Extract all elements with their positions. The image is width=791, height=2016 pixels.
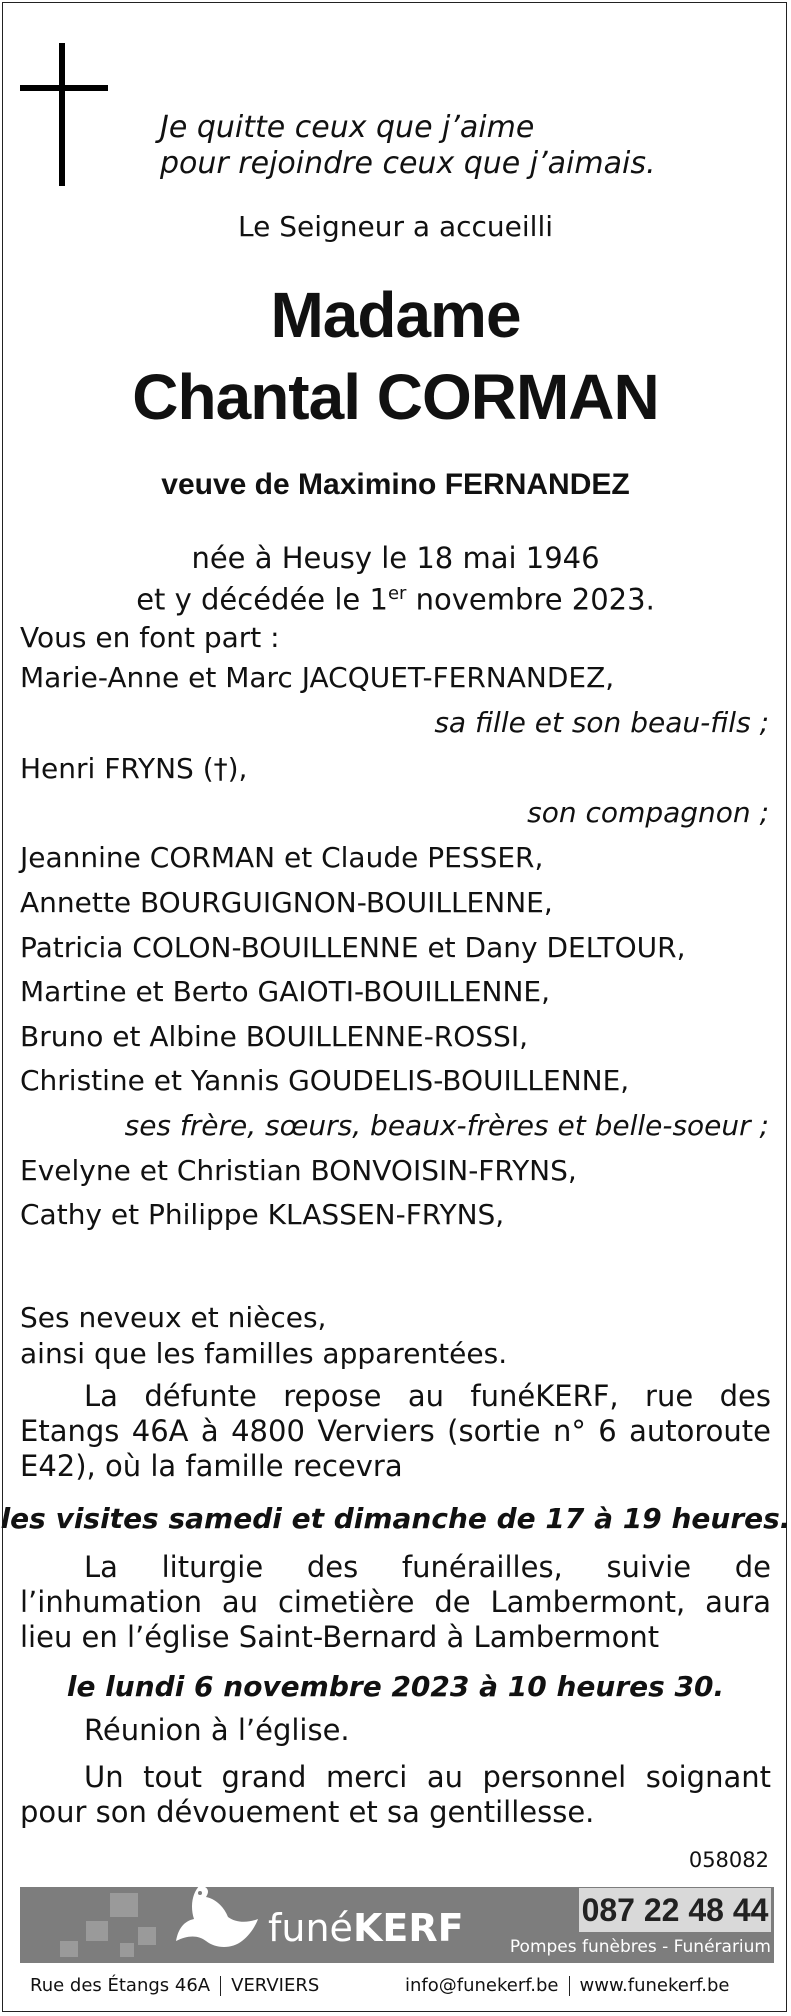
family-relation: ses frère, sœurs, beaux-frères et belle-soeur ; bbox=[124, 1109, 769, 1142]
reference-number: 058082 bbox=[688, 1848, 769, 1872]
divider bbox=[569, 1976, 570, 1996]
family-member: Martine et Berto GAIOTI-BOUILLENNE, bbox=[20, 975, 551, 1008]
family-member: Christine et Yannis GOUDELIS-BOUILLENNE, bbox=[20, 1064, 630, 1097]
company-tagline: Pompes funèbres - Funérarium bbox=[509, 1937, 771, 1957]
deceased-title: Madame bbox=[270, 279, 521, 351]
phone-number[interactable]: 087 22 48 44 bbox=[579, 1888, 771, 1932]
footer-email[interactable]: info@funekerf.be bbox=[405, 1975, 559, 1996]
decor-square bbox=[60, 1941, 78, 1957]
cross-icon bbox=[59, 43, 65, 186]
cross-icon-bar bbox=[20, 85, 108, 91]
intro-text: Le Seigneur a accueilli bbox=[237, 210, 553, 243]
verse-line-1: Je quitte ceux que j’aime bbox=[160, 110, 535, 145]
family-member: Cathy et Philippe KLASSEN-FRYNS, bbox=[20, 1198, 505, 1231]
family-member: Evelyne et Christian BONVOISIN-FRYNS, bbox=[20, 1154, 577, 1187]
footer-address: Rue des Étangs 46A bbox=[30, 1975, 211, 1996]
decor-square bbox=[86, 1921, 108, 1941]
relatives-line-2: ainsi que les familles apparentées. bbox=[20, 1337, 508, 1370]
family-member: Bruno et Albine BOUILLENNE-ROSSI, bbox=[20, 1020, 528, 1053]
family-relation: son compagnon ; bbox=[527, 796, 769, 829]
meeting-text: Réunion à l’église. bbox=[84, 1713, 350, 1747]
decor-square bbox=[138, 1927, 156, 1945]
divider bbox=[220, 1976, 221, 1996]
family-member: Jeannine CORMAN et Claude PESSER, bbox=[20, 841, 544, 874]
liturgy-paragraph: La liturgie des funérailles, suivie de l’inhumation au cimetière de Lambermont, aura lieu en l’église Saint-Bernard à Lambermont bbox=[20, 1550, 771, 1654]
ceremony-date: le lundi 6 novembre 2023 à 10 heures 30. bbox=[66, 1670, 725, 1703]
dove-logo-icon bbox=[170, 1879, 260, 1959]
decor-square bbox=[120, 1943, 134, 1957]
family-member: Annette BOURGUIGNON-BOUILLENNE, bbox=[20, 886, 553, 919]
footer-website[interactable]: www.funekerf.be bbox=[579, 1975, 730, 1996]
birth-line: née à Heusy le 18 mai 1946 bbox=[191, 541, 600, 575]
family-member: Patricia COLON-BOUILLENNE et Dany DELTOUR, bbox=[20, 931, 686, 964]
thanks-paragraph: Un tout grand merci au personnel soignant pour son dévouement et sa gentillesse. bbox=[20, 1760, 771, 1829]
death-line: et y décédée le 1er novembre 2023. bbox=[136, 582, 655, 617]
widow-of: veuve de Maximino FERNANDEZ bbox=[161, 468, 630, 501]
verse-line-2: pour rejoindre ceux que j’aimais. bbox=[160, 146, 656, 181]
visits-text: les visites samedi et dimanche de 17 à 19 heures. bbox=[0, 1502, 791, 1535]
decor-square bbox=[110, 1893, 138, 1917]
footer-links bbox=[405, 1966, 729, 2006]
family-relation: sa fille et son beau-fils ; bbox=[434, 706, 769, 739]
footer-city: VERVIERS bbox=[231, 1975, 320, 1996]
relatives-line-1: Ses neveux et nièces, bbox=[20, 1301, 327, 1334]
rest-paragraph: La défunte repose au funéKERF, rue des Etangs 46A à 4800 Verviers (sortie n° 6 autoroute E42), où la famille recevra bbox=[20, 1379, 771, 1483]
family-member: Henri FRYNS (†), bbox=[20, 752, 248, 785]
family-member: Marie-Anne et Marc JACQUET-FERNANDEZ, bbox=[20, 661, 615, 694]
deceased-name: Chantal CORMAN bbox=[132, 361, 659, 433]
footer-contact-row bbox=[20, 1966, 774, 2006]
announce-text: Vous en font part : bbox=[20, 621, 280, 654]
brand-logo: funéKERF bbox=[268, 1906, 464, 1950]
